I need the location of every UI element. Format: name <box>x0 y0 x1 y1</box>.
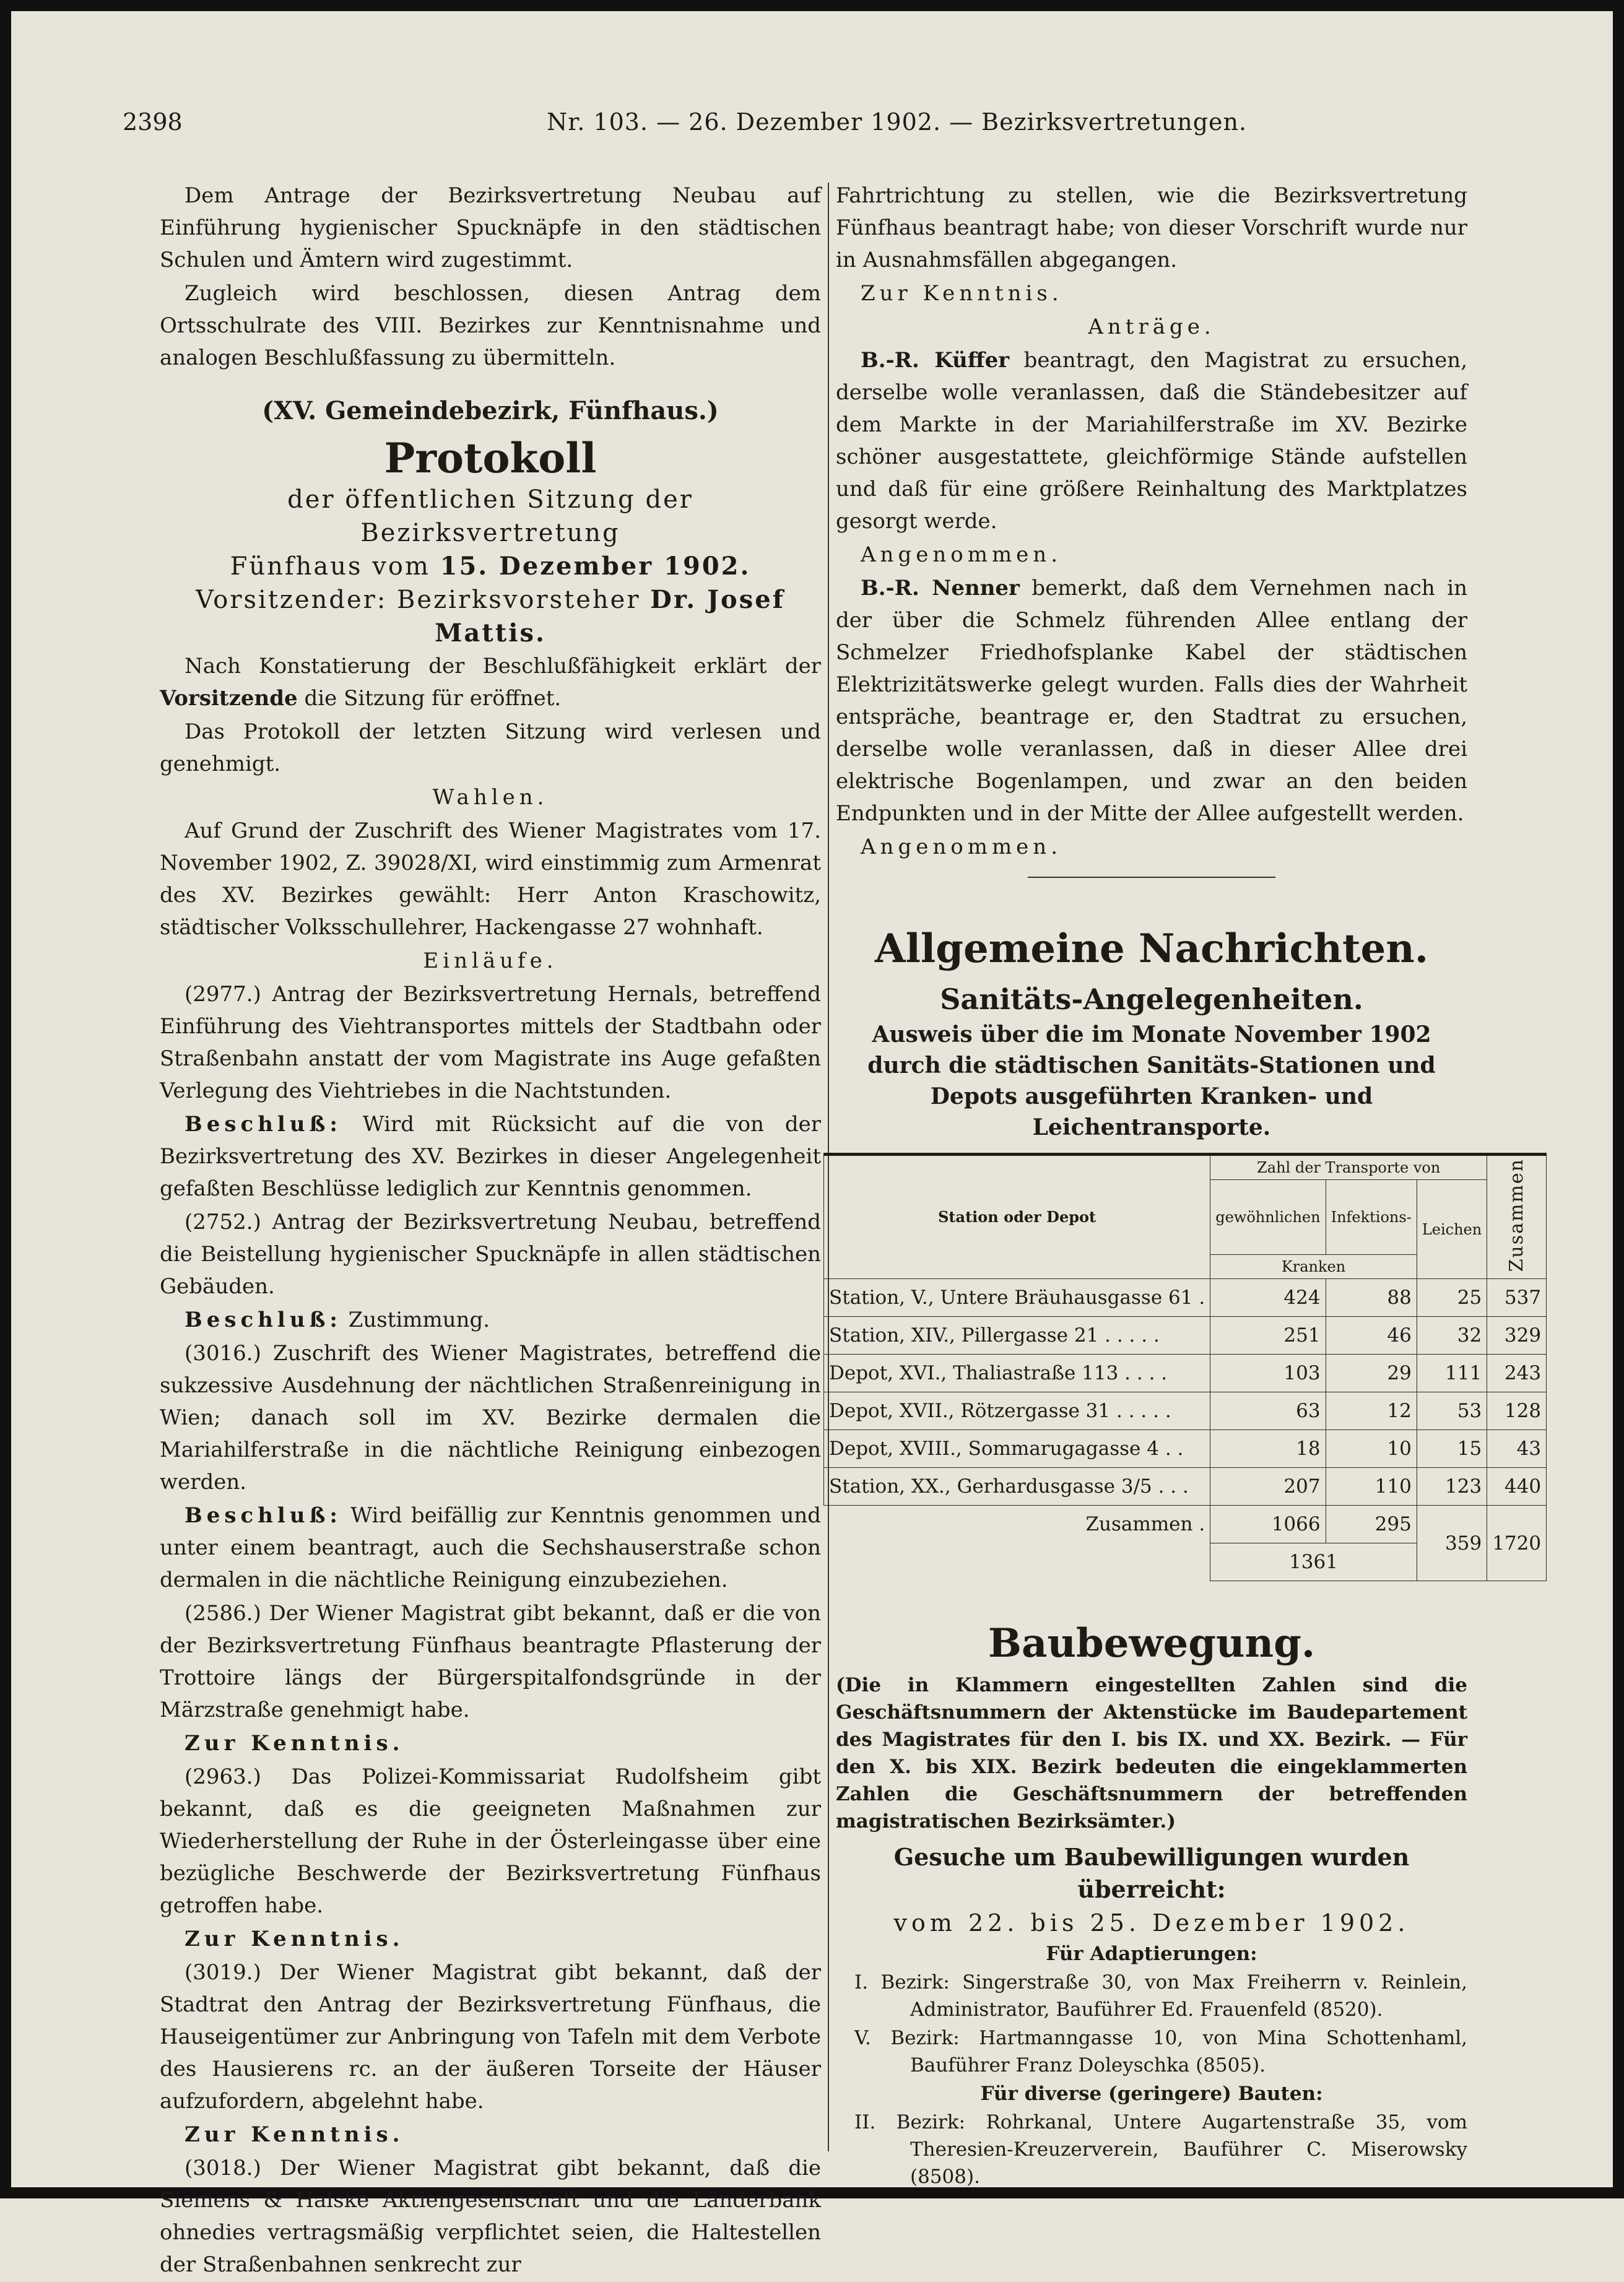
noted: Zur Kenntnis. <box>185 2122 404 2147</box>
resolution <box>160 1499 821 1596</box>
protokoll-title: Protokoll <box>384 434 597 482</box>
paragraph: Auf Grund der Zuschrift des Wiener Magistrates vom 17. November 1902, Z. 39028/XI, wird einstimmig zum Armenrat des XV. Bezirkes gewählt: Herr Anton Kraschowitz, städtischer Volksschullehrer, Hackengasse 27 wohnhaft. <box>160 818 821 940</box>
table-total-row: Zusammen . 1066 295 359 1720 <box>824 1506 1547 1543</box>
entry: (3019.) Der Wiener Magistrat gibt bekannt, daß der Stadtrat den Antrag der Bezirksvertretung Fünfhaus, die Hauseigentümer zur Anbringung von Tafeln mit dem Verbote des Hausierens rc. an der äußeren Torseite der Häuser aufzufordern, abgelehnt habe. <box>160 1960 821 2114</box>
resolution-label: Beschluß: <box>185 1112 342 1137</box>
opening-text: Nach Konstatierung der Beschlußfähigkeit erklärt der <box>185 654 821 679</box>
motion-member: B.-R. Küffer <box>861 348 1010 373</box>
subsection-title-sanitaet: Sanitäts-Angelegenheiten. <box>940 983 1363 1016</box>
motion-member: B.-R. Nenner <box>861 576 1020 601</box>
opening-text-end: die Sitzung für eröffnet. <box>297 686 562 711</box>
session-line: der öffentlichen Sitzung der Bezirksvertretung <box>287 485 693 547</box>
resolution <box>160 1304 821 1336</box>
applications-heading: Gesuche um Baubewilligungen wurden überreicht: <box>893 1843 1410 1904</box>
page-number: 2398 <box>123 108 183 136</box>
page-header <box>123 108 1448 145</box>
running-head: Nr. 103. — 26. Dezember 1902. — Bezirksvertretungen. <box>547 108 1248 136</box>
resolution-label: Beschluß: <box>185 1503 342 1528</box>
entry: (2977.) Antrag der Bezirksvertretung Hernals, betreffend Einführung des Viehtransportes mittels der Stadtbahn oder Straßenbahn anstatt der vom Magistrate ins Auge gefaßten Verlegung des Viehtriebes in die Nachtstunden. <box>160 982 821 1103</box>
paragraph: Das Protokoll der letzten Sitzung wird verlesen und genehmigt. <box>160 719 821 776</box>
col-infektion: Infektions- <box>1326 1180 1417 1255</box>
resolution <box>160 1108 821 1205</box>
resolution-text: Wird beifällig zur Kenntnis genommen und unter einem beantragt, auch die Sechshauserstraße schon dermalen in die nächtliche Reinigung einzubeziehen. <box>160 1503 821 1592</box>
section-title-baubewegung: Baubewegung. <box>988 1620 1316 1667</box>
build-note: (Die in Klammern eingestellten Zahlen sind die Geschäftsnummern der Aktenstücke im Baudepartement des Magistrates für den I. bis IX. und XX. Bezirk. — Für den X. bis XIX. Bezirk bedeuten die eingeklammerten Zahlen die Geschäftsnummern der betreffenden magistratischen Bezirksämter.) <box>836 1674 1467 1833</box>
noted: Zur Kenntnis. <box>185 1731 404 1756</box>
report-heading: Ausweis über die im Monate November 1902 durch die städtischen Sanitäts-Stationen und Depots ausgeführten Kranken- und Leichentransporte. <box>867 1022 1436 1140</box>
district-heading: (XV. Gemeindebezirk, Fünfhaus.) <box>262 396 719 425</box>
entry: (2963.) Das Polizei-Kommissariat Rudolfsheim gibt bekannt, daß es die geeigneten Maßnahmen zur Wiederherstellung der Ruhe in der Österleingasse über eine bezügliche Beschwerde der Bezirksvertretung Fünfhaus getroffen habe. <box>160 1764 821 1918</box>
paragraph: Dem Antrage der Bezirksvertretung Neubau auf Einführung hygienischer Spucknäpfe in den städtischen Schulen und Ämtern wird zugestimmt. <box>160 183 821 272</box>
section-heading-antraege: Anträge. <box>1088 315 1215 339</box>
left-column <box>160 180 821 2282</box>
application-entry: II. Bezirk: Rohrkanal, Untere Augartenstraße 35, vom Theresien-Kreuzerverein, Bauführer C. Miserowsky (8508). <box>854 2111 1467 2189</box>
table-row: Station, XX., Gerhardusgasse 3/5 . . . 207 110 123 440 <box>824 1468 1547 1506</box>
entry: (2586.) Der Wiener Magistrat gibt bekannt, daß er die von der Bezirksvertretung Fünfhaus beantragte Pflasterung der Trottoire längs der Bürgerspitalfondsgründe in der Märzstraße genehmigt habe. <box>160 1601 821 1722</box>
paragraph: Fahrtrichtung zu stellen, wie die Bezirksvertretung Fünfhaus beantragt habe; von dieser Vorschrift wurde nur in Ausnahmsfällen abgegangen. <box>836 183 1467 272</box>
table-total-kranken-row: 1361 <box>824 1543 1547 1581</box>
resolution-label: Beschluß: <box>185 1308 342 1332</box>
paragraph <box>160 650 821 714</box>
right-column <box>829 180 1542 2192</box>
table-row: Depot, XVII., Rötzergasse 31 . . . . . 63 12 53 128 <box>824 1392 1547 1430</box>
transport-table <box>823 1153 1547 1581</box>
application-entry: I. Bezirk: Singerstraße 30, von Max Freiherrn v. Reinlein, Administrator, Bauführer Ed. Frauenfeld (8520). <box>854 1971 1467 2021</box>
noted: Zur Kenntnis. <box>861 281 1063 306</box>
section-heading-einlaeufe: Einläufe. <box>423 948 558 973</box>
chair-name: Dr. Josef Mattis. <box>435 585 785 648</box>
entry: (3018.) Der Wiener Magistrat gibt bekannt, daß die Siemens & Halske Aktiengesellschaft und die Länderbank ohnedies vertragsmäßig verpflichtet seien, die Haltestellen der Straßenbahnen senkrecht zur <box>160 2156 821 2277</box>
resolution-text: Wird mit Rücksicht auf die von der Bezirksvertretung des XV. Bezirkes in dieser Angelegenheit gefaßten Beschlüsse lediglich zur Kenntnis genommen. <box>160 1112 821 1201</box>
accepted: Angenommen. <box>861 835 1062 859</box>
col-zahl: Zahl der Transporte von <box>1210 1155 1487 1180</box>
application-entry: V. Bezirk: Hartmanngasse 10, von Mina Schottenhaml, Bauführer Franz Doleyschka (8505). <box>854 2027 1467 2077</box>
motion-text: beantragt, den Magistrat zu ersuchen, derselbe wolle veranlassen, daß die Ständebesitzer auf dem Markte in der Mariahilferstraße im XV. Bezirke schöner ausgestattete, gleichförmige Stände aufstellen und daß für eine größere Reinhaltung des Marktplatzes gesorgt werde. <box>836 348 1467 534</box>
chair-word: Vorsitzende <box>160 686 298 711</box>
col-leichen: Leichen <box>1417 1180 1487 1279</box>
table-row: Depot, XVIII., Sommarugagasse 4 . . 18 10 15 43 <box>824 1430 1547 1468</box>
entry: (2752.) Antrag der Bezirksvertretung Neubau, betreffend die Beistellung hygienischer Spucknäpfe in allen städtischen Gebäuden. <box>160 1210 821 1299</box>
motion <box>836 344 1467 537</box>
accepted: Angenommen. <box>861 542 1062 567</box>
table-row: Depot, XVI., Thaliastraße 113 . . . . 103 29 111 243 <box>824 1355 1547 1392</box>
noted: Zur Kenntnis. <box>185 1927 404 1951</box>
chair-role: Vorsitzender: Bezirksvorsteher <box>196 586 651 614</box>
session-place: Fünfhaus vom <box>230 552 440 581</box>
col-gewoehnlich: gewöhnlichen <box>1210 1180 1326 1255</box>
col-zusammen: Zusammen <box>1487 1155 1547 1279</box>
col-station: Station oder Depot <box>824 1155 1210 1279</box>
adaptations-heading: Für Adaptierungen: <box>1046 1943 1257 1966</box>
entry: (3016.) Zuschrift des Wiener Magistrates, betreffend die sukzessive Ausdehnung der nächtlichen Straßenreinigung in Wien; danach soll im XV. Bezirke dermalen die Mariahilferstraße in die nächtliche Reinigung einbezogen werden. <box>160 1341 821 1495</box>
table-row: Station, XIV., Pillergasse 21 . . . . . 251 46 32 329 <box>824 1317 1547 1355</box>
diverse-heading: Für diverse (geringere) Bauten: <box>980 2083 1323 2106</box>
divider-rule <box>1028 877 1275 878</box>
table-row: Station, V., Untere Bräuhausgasse 61 . 424 88 25 537 <box>824 1279 1547 1317</box>
paragraph: Zugleich wird beschlossen, diesen Antrag dem Ortsschulrate des VIII. Bezirkes zur Kenntnisnahme und analogen Beschlußfassung zu übermitteln. <box>160 281 821 370</box>
date-range: vom 22. bis 25. Dezember 1902. <box>893 1909 1410 1937</box>
chair-line <box>160 583 821 650</box>
section-title-allgemeine: Allgemeine Nachrichten. <box>874 926 1429 972</box>
resolution-text: Zustimmung. <box>341 1308 490 1332</box>
motion-text: bemerkt, daß dem Vernehmen nach in der über die Schmelz führenden Allee entlang der Schmelzer Friedhofsplanke Kabel der städtischen Elektrizitätswerke gelegt wurden. Falls dies der Wahrheit entspräche, beantrage er, den Stadtrat zu ersuchen, derselbe wolle veranlassen, daß in dieser Allee drei elektrische Bogenlampen, und zwar an den beiden Endpunkten und in der Mitte der Allee aufgestellt werden. <box>836 576 1468 826</box>
col-kranken: Kranken <box>1210 1255 1417 1279</box>
session-line-2 <box>160 550 821 583</box>
session-date: 15. Dezember 1902. <box>440 552 751 581</box>
section-heading-wahlen: Wahlen. <box>432 785 549 810</box>
motion <box>836 572 1467 830</box>
